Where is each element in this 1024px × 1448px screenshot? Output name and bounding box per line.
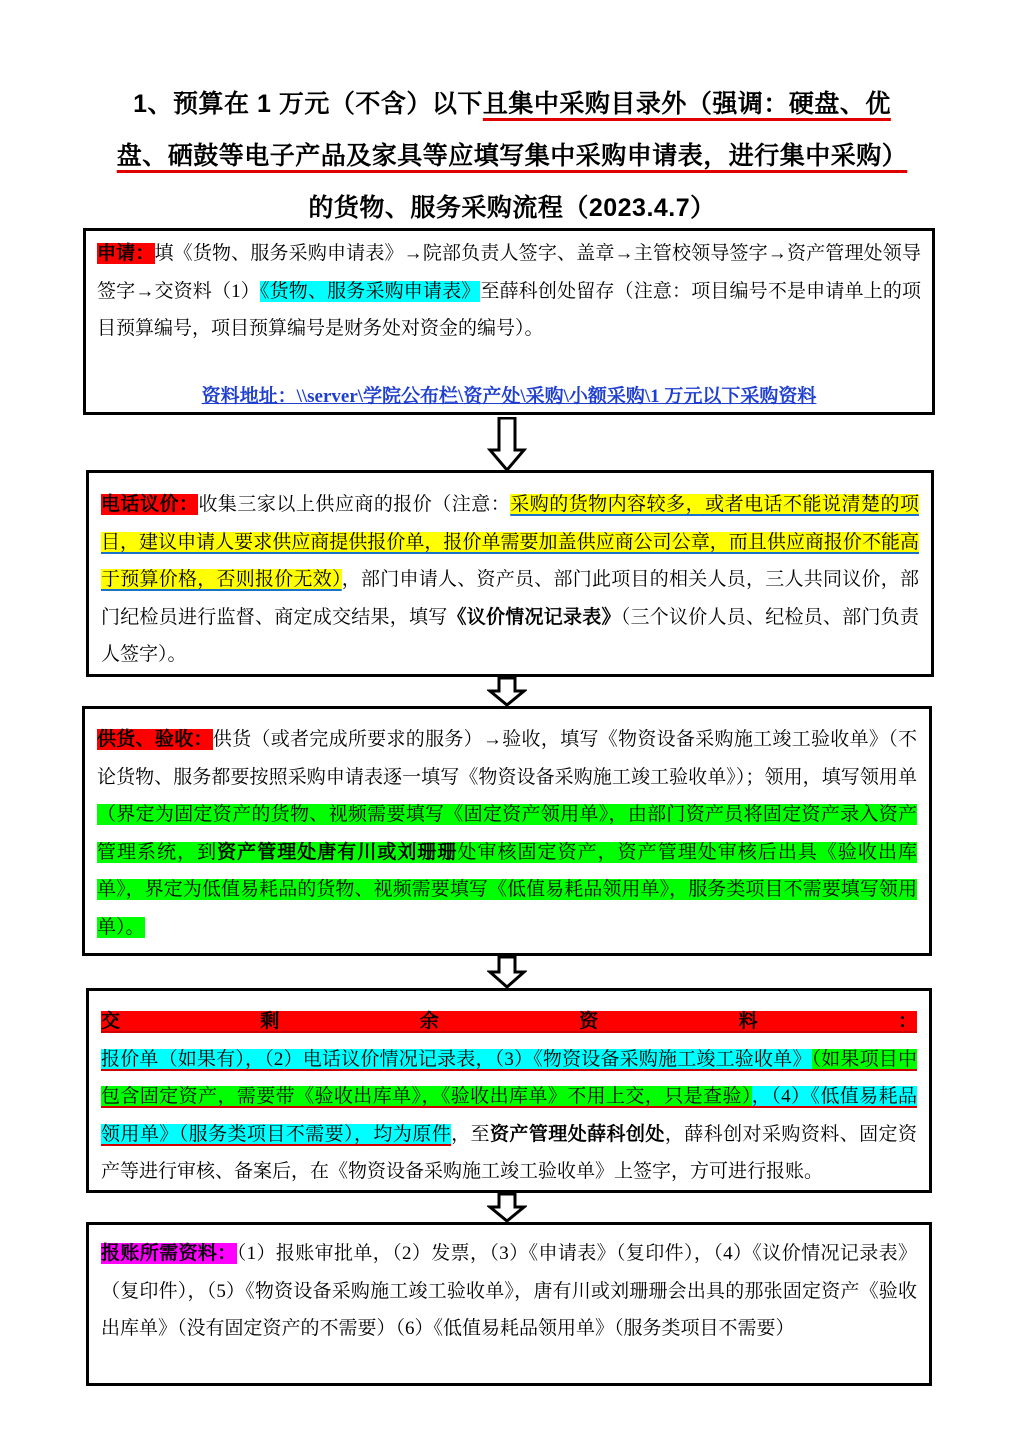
step-apply-box xyxy=(83,228,935,415)
document-title xyxy=(40,78,984,234)
step-delivery-acceptance-highlight-2: 处审核固定资产，资产管理处审核后出具《验收出库单》，界定为低值易耗品的货物、视频需要填写《低值易耗品领用单》，服务类项目不需要填写领用单）。 xyxy=(97,841,917,938)
step-phone-negotiation-label: 电话议价： xyxy=(101,494,199,515)
step-apply-text-1: 填《货物、服务采购申请表》→院部负责人签字、盖章→主管校领导签字→资产管理处领导签字→交资料（1） xyxy=(97,243,921,302)
flow-arrow-down-icon xyxy=(487,417,527,472)
step-submit-remaining-text-2: ，薛科创对采购资料、固定资产等进行审核、备案后，在《物资设备采购施工竣工验收单》上签字，方可进行报账。 xyxy=(101,1123,917,1183)
flow-arrow-down-icon xyxy=(487,956,527,989)
step-reimbursement-box xyxy=(86,1222,932,1386)
flow-arrow-down-icon xyxy=(487,1193,527,1223)
step-phone-negotiation-text-2: ，部门申请人、资产员、部门此项目的相关人员，三人共同议价，部门纪检员进行监督、商定成交结果，填写 xyxy=(101,569,919,628)
step-submit-remaining-text-1: ，至 xyxy=(451,1123,490,1145)
title-line-2-underlined: 盘、硒鼓等电子产品及家具等应填写集中采购申请表，进行集中采购） xyxy=(116,142,908,170)
step-phone-negotiation-box xyxy=(86,470,934,677)
step-phone-negotiation-highlight: 采购的货物内容较多，或者电话不能说清楚的项目，建议申请人要求供应商提供报价单，报价单需要加盖供应商公司公章，而且供应商报价不能高于预算价格，否则报价无效） xyxy=(101,494,919,591)
title-line-1-underlined: 且集中采购目录外（强调：硬盘、优 xyxy=(482,90,891,118)
flow-arrow-down-icon xyxy=(487,677,527,707)
step-phone-negotiation-text-3: （三个议价人员、纪检员、部门负责人签字）。 xyxy=(101,606,919,666)
title-line-2 xyxy=(40,130,984,182)
title-line-1-plain: 1、预算在 1 万元（不含）以下 xyxy=(133,90,483,118)
step-delivery-acceptance-text-1: 供货（或者完成所要求的服务）→验收，填写《物资设备采购施工竣工验收单》（不论货物、服务都要按照采购申请表逐一填写《物资设备采购施工竣工验收单》）；领用，填写领用单 xyxy=(97,729,917,788)
step-submit-remaining-highlight-1: 报价单（如果有），（2）电话议价情况记录表，（3）《物资设备采购施工竣工验收单》 xyxy=(101,1048,812,1070)
step-reimbursement-text: （1）报账审批单，（2）发票，（3）《申请表》（复印件），（4）《议价情况记录表》（复印件），（5）《物资设备采购施工竣工验收单》，唐有川或刘珊珊会出具的那张固定资产《验收出库单》（没有固定资产的不需要）（6）《低值易耗品领用单》（服务类项目不需要） xyxy=(101,1243,917,1340)
step-reimbursement-label: 报账所需资料： xyxy=(101,1243,237,1264)
asset-office-reviewer: 资产管理处薛科创处 xyxy=(489,1123,665,1145)
step-submit-remaining-box xyxy=(86,988,932,1193)
title-line-1 xyxy=(40,78,984,130)
asset-office-contacts: 资产管理处唐有川或刘珊珊 xyxy=(217,841,458,863)
step-delivery-acceptance-box xyxy=(82,706,932,956)
step-delivery-acceptance-label: 供货、验收： xyxy=(97,729,213,750)
step-submit-remaining-highlight-3: ，（4）《低值易耗品领用单》（服务类项目不需要），均为原件 xyxy=(101,1086,917,1145)
step-delivery-acceptance-highlight-1: （界定为固定资产的货物、视频需要填写《固定资产领用单》，由部门资产员将固定资产录入资产管理系统，到 xyxy=(97,804,917,863)
materials-location-link[interactable]: 资料地址：\\server\学院公布栏\资产处\采购\小额采购\1 万元以下采购资料 xyxy=(201,385,817,407)
title-line-3: 的货物、服务采购流程（2023.4.7） xyxy=(308,194,716,222)
step-phone-negotiation-text-1: 收集三家以上供应商的报价（注意： xyxy=(198,494,511,515)
negotiation-record-form-name: 《议价情况记录表》 xyxy=(447,606,621,628)
step-apply-label: 申请： xyxy=(97,243,155,264)
step-submit-remaining-label: 交剩余资料： xyxy=(101,1011,917,1032)
step-apply-highlight: 《货物、服务采购申请表》 xyxy=(259,280,481,302)
step-submit-remaining-highlight-2: （如果项目中包含固定资产，需要带《验收出库单》，《验收出库单》不用上交，只是查验） xyxy=(101,1048,917,1108)
step-apply-text-2: 至薛科创处留存（注意：项目编号不是申请单上的项目预算编号，项目预算编号是财务处对资金的编号）。 xyxy=(97,280,921,340)
